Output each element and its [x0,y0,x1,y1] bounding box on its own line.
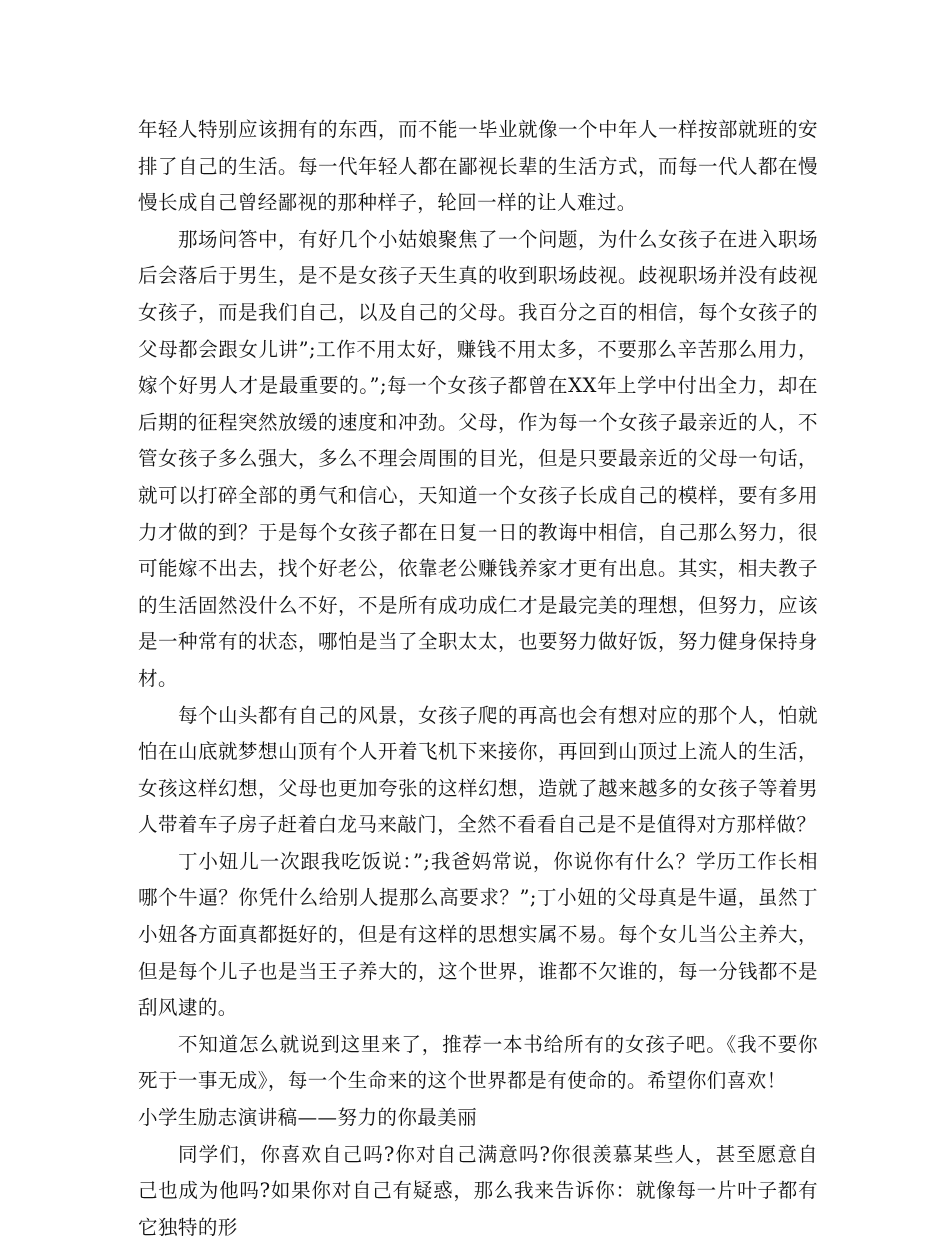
paragraph-1: 年轻人特别应该拥有的东西，而不能一毕业就像一个中年人一样按部就班的安排了自己的生活。每一代年轻人都在鄙视长辈的生活方式，而每一代人都在慢慢长成自己曾经鄙视的那种样子，轮回一样的让人难过。 [138,118,818,215]
paragraph-3: 每个山头都有自己的风景，女孩子爬的再高也会有想对应的那个人，怕就怕在山底就梦想山顶有个人开着飞机下来接你，再回到山顶过上流人的生活，女孩这样幻想，父母也更加夸张的这样幻想，造就了越来越多的女孩子等着男人带着车子房子赶着白龙马来敲门，全然不看看自己是不是值得对方那样做？ [138,703,818,837]
closing-paragraph: 同学们，你喜欢自己吗?你对自己满意吗?你很羡慕某些人，甚至愿意自己也成为他吗?如果你对自己有疑惑，那么我来告诉你：就像每一片叶子都有它独特的形 [138,1142,818,1239]
section-title: 小学生励志演讲稿——努力的你最美丽 [138,1106,478,1130]
paragraph-2: 那场问答中，有好几个小姑娘聚焦了一个问题，为什么女孩子在进入职场后会落后于男生，是不是女孩子天生真的收到职场歧视。歧视职场并没有歧视女孩子，而是我们自己，以及自己的父母。我百分之百的相信，每个女孩子的父母都会跟女儿讲”;工作不用太好，赚钱不用太多，不要那么辛苦那么用力，嫁个好男人才是最重要的。”;每一个女孩子都曾在XX年上学中付出全力，却在后期的征程突然放缓的速度和冲劲。父母，作为每一个女孩子最亲近的人，不管女孩子多么强大，多么不理会周围的目光，但是只要最亲近的父母一句话，就可以打碎全部的勇气和信心，天知道一个女孩子长成自己的模样，要有多用力才做的到？于是每个女孩子都在日复一日的教诲中相信，自己那么努力，很可能嫁不出去，找个好老公，依靠老公赚钱养家才更有出息。其实，相夫教子的生活固然没什么不好，不是所有成功成仁才是最完美的理想，但努力，应该是一种常有的状态，哪怕是当了全职太太，也要努力做好饭，努力健身保持身材。 [138,227,818,690]
paragraph-4: 丁小妞儿一次跟我吃饭说：”;我爸妈常说，你说你有什么？学历工作长相哪个牛逼？你凭什么给别人提那么高要求？”;丁小妞的父母真是牛逼，虽然丁小妞各方面真都挺好的，但是有这样的思想实属不易。每个女儿当公主养大，但是每个儿子也是当王子养大的，这个世界，谁都不欠谁的，每一分钱都不是刮风逮的。 [138,849,818,1020]
paragraph-5: 不知道怎么就说到这里来了，推荐一本书给所有的女孩子吧。《我不要你死于一事无成》，每一个生命来的这个世界都是有使命的。希望你们喜欢！ [138,1032,818,1093]
document-body [138,112,818,1246]
